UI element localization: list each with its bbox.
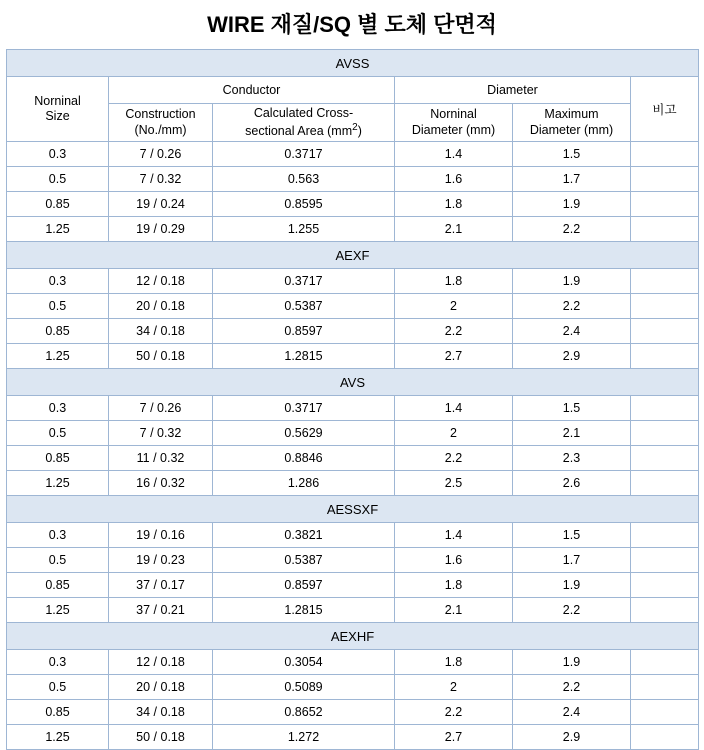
table-row <box>7 598 699 623</box>
cell-note <box>631 421 699 446</box>
cell-nominal-diameter: 2.2 <box>395 319 513 344</box>
cell-nominal-diameter: 2.7 <box>395 725 513 750</box>
header-diameter: Diameter <box>395 77 631 104</box>
cell-nominal-size: 0.85 <box>7 446 109 471</box>
cell-nominal-diameter: 2.1 <box>395 217 513 242</box>
group-header-row <box>7 496 699 523</box>
cell-note <box>631 700 699 725</box>
cell-nominal-diameter: 2 <box>395 421 513 446</box>
table-row <box>7 675 699 700</box>
cell-construction: 7 / 0.26 <box>109 142 213 167</box>
header-nominal-diameter: Norninal Diameter (mm) <box>395 104 513 142</box>
cell-note <box>631 446 699 471</box>
cell-construction: 7 / 0.26 <box>109 396 213 421</box>
group-header-row <box>7 623 699 650</box>
cell-nominal-size: 1.25 <box>7 217 109 242</box>
group-header-row <box>7 242 699 269</box>
cell-nominal-size: 0.85 <box>7 192 109 217</box>
cell-calculated-area: 0.8595 <box>213 192 395 217</box>
cell-nominal-size: 0.3 <box>7 523 109 548</box>
cell-construction: 34 / 0.18 <box>109 319 213 344</box>
group-name: AEXHF <box>7 623 699 650</box>
table-row <box>7 725 699 750</box>
cell-calculated-area: 1.2815 <box>213 598 395 623</box>
cell-construction: 16 / 0.32 <box>109 471 213 496</box>
cell-note <box>631 294 699 319</box>
cell-nominal-diameter: 2.2 <box>395 700 513 725</box>
page-title: WIRE 재질/SQ 별 도체 단면적 <box>207 12 497 37</box>
cell-note <box>631 319 699 344</box>
header-calculated-area: Calculated Cross- sectional Area $(mm^2)$ <box>213 104 395 142</box>
table-row <box>7 421 699 446</box>
cell-calculated-area: 0.3054 <box>213 650 395 675</box>
table-row <box>7 167 699 192</box>
group-name: AEXF <box>7 242 699 269</box>
table-row <box>7 650 699 675</box>
column-header-row-1 <box>7 77 699 104</box>
cell-construction: 50 / 0.18 <box>109 725 213 750</box>
cell-nominal-diameter: 1.4 <box>395 523 513 548</box>
cell-construction: 19 / 0.29 <box>109 217 213 242</box>
cell-nominal-size: 0.5 <box>7 294 109 319</box>
cell-nominal-diameter: 1.8 <box>395 573 513 598</box>
cell-maximum-diameter: 1.7 <box>513 548 631 573</box>
cell-nominal-diameter: 1.8 <box>395 650 513 675</box>
cell-calculated-area: 0.8846 <box>213 446 395 471</box>
cell-nominal-diameter: 1.4 <box>395 142 513 167</box>
cell-maximum-diameter: 1.9 <box>513 269 631 294</box>
cell-nominal-diameter: 1.8 <box>395 269 513 294</box>
cell-note <box>631 675 699 700</box>
table-row <box>7 396 699 421</box>
cell-calculated-area: 0.5629 <box>213 421 395 446</box>
cell-calculated-area: 0.5089 <box>213 675 395 700</box>
cell-construction: 12 / 0.18 <box>109 650 213 675</box>
cell-construction: 37 / 0.17 <box>109 573 213 598</box>
cell-maximum-diameter: 2.2 <box>513 675 631 700</box>
header-conductor: Conductor <box>109 77 395 104</box>
cell-construction: 19 / 0.16 <box>109 523 213 548</box>
table-row <box>7 573 699 598</box>
header-construction: Construction (No./mm) <box>109 104 213 142</box>
cell-nominal-size: 0.5 <box>7 548 109 573</box>
cell-nominal-size: 0.85 <box>7 319 109 344</box>
cell-nominal-size: 0.85 <box>7 573 109 598</box>
header-nominal-size: Norninal Size <box>7 77 109 142</box>
cell-calculated-area: 0.3717 <box>213 142 395 167</box>
group-header-row <box>7 50 699 77</box>
header-note: 비고 <box>631 77 699 142</box>
group-name: AESSXF <box>7 496 699 523</box>
cell-calculated-area: 0.8652 <box>213 700 395 725</box>
table-row <box>7 344 699 369</box>
cell-calculated-area: 0.5387 <box>213 548 395 573</box>
cell-maximum-diameter: 2.6 <box>513 471 631 496</box>
cell-note <box>631 192 699 217</box>
cell-maximum-diameter: 2.9 <box>513 344 631 369</box>
table-row <box>7 471 699 496</box>
cell-maximum-diameter: 1.5 <box>513 396 631 421</box>
cell-calculated-area: 0.3717 <box>213 396 395 421</box>
cell-calculated-area: 1.255 <box>213 217 395 242</box>
cell-maximum-diameter: 2.2 <box>513 294 631 319</box>
cell-maximum-diameter: 1.5 <box>513 523 631 548</box>
group-name: AVS <box>7 369 699 396</box>
cell-nominal-size: 0.3 <box>7 269 109 294</box>
cell-calculated-area: 1.286 <box>213 471 395 496</box>
cell-nominal-size: 1.25 <box>7 471 109 496</box>
cell-calculated-area: 0.5387 <box>213 294 395 319</box>
cell-construction: 34 / 0.18 <box>109 700 213 725</box>
cell-nominal-size: 0.3 <box>7 142 109 167</box>
cell-maximum-diameter: 2.3 <box>513 446 631 471</box>
cell-nominal-diameter: 1.8 <box>395 192 513 217</box>
cell-maximum-diameter: 1.9 <box>513 650 631 675</box>
cell-construction: 11 / 0.32 <box>109 446 213 471</box>
cell-calculated-area: 1.272 <box>213 725 395 750</box>
cell-note <box>631 142 699 167</box>
cell-nominal-diameter: 2.2 <box>395 446 513 471</box>
cell-note <box>631 650 699 675</box>
cell-calculated-area: 1.2815 <box>213 344 395 369</box>
cell-construction: 19 / 0.23 <box>109 548 213 573</box>
cell-note <box>631 217 699 242</box>
cell-nominal-size: 0.5 <box>7 675 109 700</box>
cell-construction: 20 / 0.18 <box>109 675 213 700</box>
cell-construction: 7 / 0.32 <box>109 421 213 446</box>
cell-nominal-size: 1.25 <box>7 344 109 369</box>
cell-nominal-size: 1.25 <box>7 598 109 623</box>
cell-maximum-diameter: 2.4 <box>513 319 631 344</box>
cell-note <box>631 269 699 294</box>
cell-nominal-size: 0.5 <box>7 167 109 192</box>
cell-construction: 19 / 0.24 <box>109 192 213 217</box>
cell-nominal-size: 1.25 <box>7 725 109 750</box>
cell-calculated-area: 0.3821 <box>213 523 395 548</box>
table-row <box>7 217 699 242</box>
cell-maximum-diameter: 1.9 <box>513 573 631 598</box>
table-row <box>7 548 699 573</box>
cell-construction: 12 / 0.18 <box>109 269 213 294</box>
cell-nominal-diameter: 1.4 <box>395 396 513 421</box>
table-row <box>7 142 699 167</box>
cell-note <box>631 548 699 573</box>
wire-spec-table <box>6 49 699 750</box>
table-row <box>7 192 699 217</box>
cell-maximum-diameter: 1.7 <box>513 167 631 192</box>
table-row <box>7 269 699 294</box>
cell-note <box>631 471 699 496</box>
cell-nominal-diameter: 2.5 <box>395 471 513 496</box>
cell-note <box>631 344 699 369</box>
cell-note <box>631 396 699 421</box>
cell-note <box>631 725 699 750</box>
cell-note <box>631 598 699 623</box>
cell-maximum-diameter: 2.9 <box>513 725 631 750</box>
cell-maximum-diameter: 2.2 <box>513 217 631 242</box>
cell-maximum-diameter: 2.2 <box>513 598 631 623</box>
cell-construction: 7 / 0.32 <box>109 167 213 192</box>
table-row <box>7 319 699 344</box>
table-row <box>7 523 699 548</box>
cell-nominal-size: 0.3 <box>7 396 109 421</box>
group-name: AVSS <box>7 50 699 77</box>
header-maximum-diameter: Maximum Diameter (mm) <box>513 104 631 142</box>
cell-nominal-diameter: 1.6 <box>395 167 513 192</box>
cell-note <box>631 573 699 598</box>
cell-nominal-diameter: 1.6 <box>395 548 513 573</box>
cell-nominal-diameter: 2.7 <box>395 344 513 369</box>
table-row <box>7 294 699 319</box>
cell-construction: 50 / 0.18 <box>109 344 213 369</box>
cell-calculated-area: 0.3717 <box>213 269 395 294</box>
column-header-row-2 <box>7 104 699 142</box>
cell-note <box>631 523 699 548</box>
cell-construction: 20 / 0.18 <box>109 294 213 319</box>
cell-calculated-area: 0.8597 <box>213 319 395 344</box>
cell-maximum-diameter: 2.4 <box>513 700 631 725</box>
cell-nominal-diameter: 2 <box>395 675 513 700</box>
cell-nominal-diameter: 2.1 <box>395 598 513 623</box>
cell-calculated-area: 0.563 <box>213 167 395 192</box>
group-header-row <box>7 369 699 396</box>
cell-note <box>631 167 699 192</box>
cell-calculated-area: 0.8597 <box>213 573 395 598</box>
cell-construction: 37 / 0.21 <box>109 598 213 623</box>
cell-nominal-diameter: 2 <box>395 294 513 319</box>
cell-maximum-diameter: 2.1 <box>513 421 631 446</box>
table-row <box>7 446 699 471</box>
cell-nominal-size: 0.85 <box>7 700 109 725</box>
cell-maximum-diameter: 1.5 <box>513 142 631 167</box>
table-row <box>7 700 699 725</box>
cell-nominal-size: 0.3 <box>7 650 109 675</box>
cell-maximum-diameter: 1.9 <box>513 192 631 217</box>
cell-nominal-size: 0.5 <box>7 421 109 446</box>
